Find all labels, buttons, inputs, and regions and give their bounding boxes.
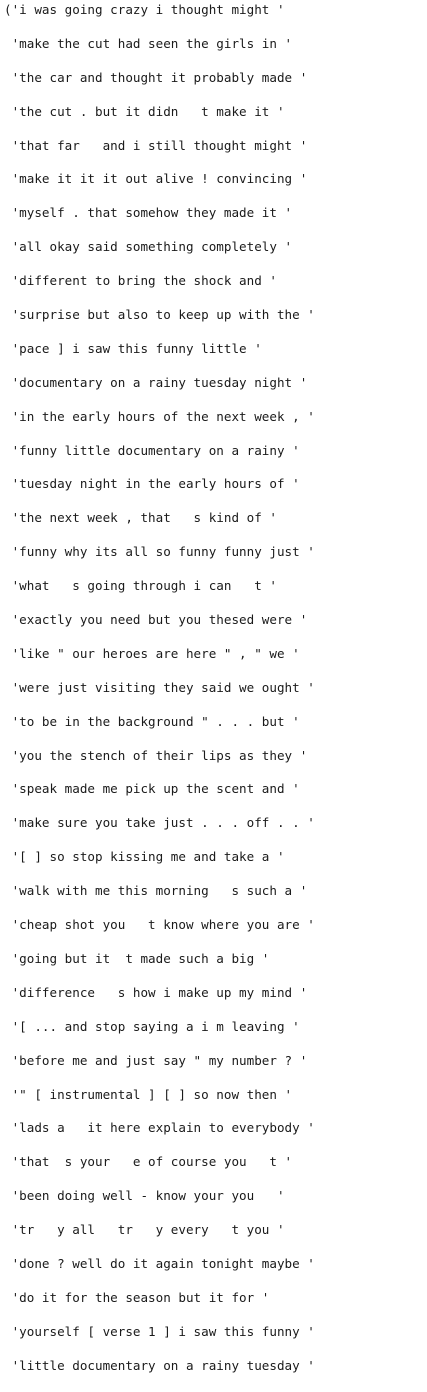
code-line: 'funny why its all so funny funny just ' (4, 544, 315, 560)
code-line: '[ ... and stop saying a i m leaving ' (4, 1018, 300, 1034)
code-line: 'that s your e of course you t ' (4, 1154, 293, 1170)
code-line: 'what s going through i can t ' (4, 578, 277, 594)
code-line: 'the cut . but it didn t make it ' (4, 103, 285, 119)
code-line: 'tuesday night in the early hours of ' (4, 476, 300, 492)
code-line: 'like " our heroes are here " , " we ' (4, 645, 300, 661)
code-line: 'in the early hours of the next week , ' (4, 408, 315, 424)
code-line: 'tr y all tr y every t you ' (4, 1222, 285, 1238)
code-line: 'do it for the season but it for ' (4, 1289, 270, 1305)
code-line: 'funny little documentary on a rainy ' (4, 442, 300, 458)
code-line: 'before me and just say " my number ? ' (4, 1052, 308, 1068)
code-line: 'documentary on a rainy tuesday night ' (4, 374, 308, 390)
code-line: 'make the cut had seen the girls in ' (4, 35, 293, 51)
code-line: 'make it it it out alive ! convincing ' (4, 171, 308, 187)
code-line: 'that far and i still thought might ' (4, 137, 308, 153)
code-line: 'make sure you take just . . . off . . ' (4, 815, 315, 831)
code-line: 'all okay said something completely ' (4, 239, 293, 255)
code-line: 'little documentary on a rainy tuesday ' (4, 1357, 315, 1373)
code-line: 'the next week , that s kind of ' (4, 510, 277, 526)
code-line: ('i was going crazy i thought might ' (4, 2, 285, 17)
code-line: 'to be in the background " . . . but ' (4, 713, 300, 729)
code-output (4, 2, 424, 1392)
code-line: 'pace ] i saw this funny little ' (4, 340, 262, 356)
code-line: 'walk with me this morning s such a ' (4, 883, 308, 899)
code-line: 'were just visiting they said we ought ' (4, 679, 315, 695)
code-line: '[ ] so stop kissing me and take a ' (4, 849, 285, 865)
code-line: 'you the stench of their lips as they ' (4, 747, 308, 763)
code-line: 'different to bring the shock and ' (4, 273, 277, 289)
code-line: 'myself . that somehow they made it ' (4, 205, 293, 221)
code-line: 'done ? well do it again tonight maybe ' (4, 1255, 315, 1271)
code-line: 'exactly you need but you thesed were ' (4, 612, 308, 628)
code-line: 'speak made me pick up the scent and ' (4, 781, 300, 797)
code-line: '" [ instrumental ] [ ] so now then ' (4, 1086, 293, 1102)
code-line: 'lads a it here explain to everybody ' (4, 1120, 315, 1136)
code-line: 'the car and thought it probably made ' (4, 69, 308, 85)
code-line: 'surprise but also to keep up with the ' (4, 307, 315, 323)
code-line: 'been doing well - know your you ' (4, 1188, 285, 1204)
code-line: 'difference s how i make up my mind ' (4, 984, 308, 1000)
code-line: 'going but it t made such a big ' (4, 950, 270, 966)
code-line: 'cheap shot you t know where you are ' (4, 917, 315, 933)
code-line: 'yourself [ verse 1 ] i saw this funny ' (4, 1323, 315, 1339)
